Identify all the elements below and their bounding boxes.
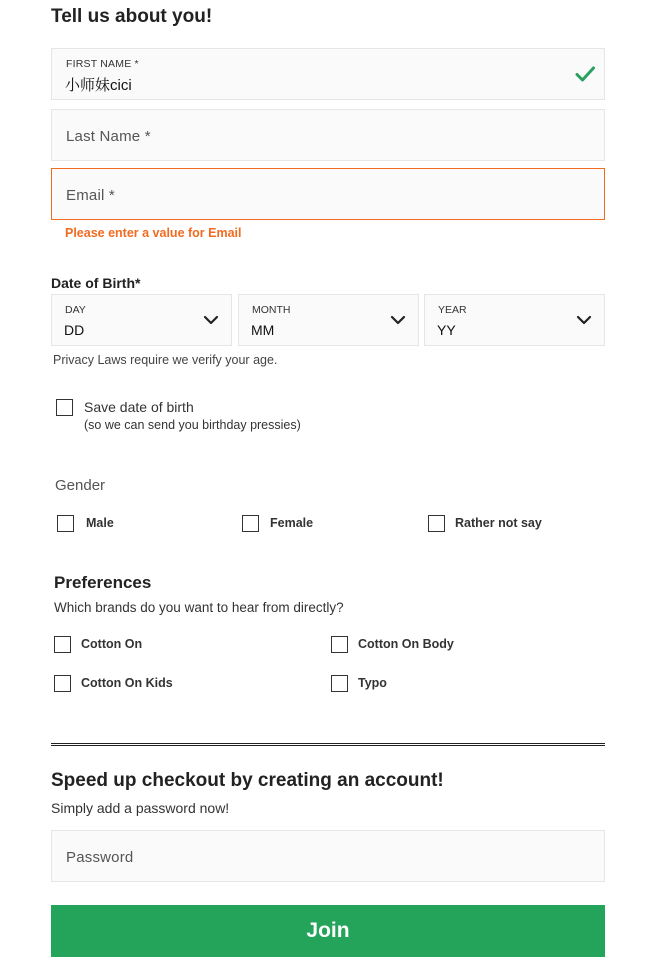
save-dob-label: Save date of birth <box>84 399 194 415</box>
checkmark-icon <box>574 63 596 85</box>
chevron-down-icon <box>203 314 219 326</box>
gender-male-checkbox[interactable] <box>57 515 74 532</box>
email-error-message: Please enter a value for Email <box>65 226 242 240</box>
dob-year-value: YY <box>437 322 456 338</box>
password-field[interactable] <box>51 830 605 882</box>
gender-male-label: Male <box>86 516 114 530</box>
brand-cotton-on-body-checkbox[interactable] <box>331 636 348 653</box>
section-divider <box>51 743 605 746</box>
chevron-down-icon <box>576 314 592 326</box>
first-name-value: 小师妹cici <box>65 77 132 94</box>
join-button[interactable]: Join <box>51 905 605 957</box>
brand-typo-label: Typo <box>358 676 387 690</box>
email-placeholder: Email * <box>66 187 115 204</box>
gender-rather-not-say-checkbox[interactable] <box>428 515 445 532</box>
brand-cotton-on-kids-label: Cotton On Kids <box>81 676 173 690</box>
privacy-note: Privacy Laws require we verify your age. <box>53 353 278 367</box>
dob-day-label: DAY <box>65 304 86 316</box>
last-name-field[interactable] <box>51 109 605 161</box>
gender-female-label: Female <box>270 516 314 530</box>
brand-typo-checkbox[interactable] <box>331 675 348 692</box>
gender-female-checkbox[interactable] <box>242 515 259 532</box>
brand-cotton-on-checkbox[interactable] <box>54 636 71 653</box>
dob-year-label: YEAR <box>438 304 467 316</box>
dob-year-select[interactable] <box>424 294 605 346</box>
dob-month-select[interactable] <box>238 294 419 346</box>
account-subtitle: Simply add a password now! <box>51 800 230 816</box>
first-name-field[interactable] <box>51 48 605 100</box>
dob-day-select[interactable] <box>51 294 232 346</box>
gender-rather-not-say-label: Rather not say <box>455 516 542 530</box>
brand-cotton-on-kids-checkbox[interactable] <box>54 675 71 692</box>
brand-cotton-on-label: Cotton On <box>81 637 143 651</box>
preferences-title: Preferences <box>54 573 152 592</box>
dob-month-label: MONTH <box>252 304 291 316</box>
password-placeholder: Password <box>66 849 134 866</box>
first-name-label: FIRST NAME * <box>66 58 139 70</box>
brand-cotton-on-body-label: Cotton On Body <box>358 637 454 651</box>
email-field[interactable] <box>51 168 605 220</box>
account-title: Speed up checkout by creating an account! <box>51 770 444 791</box>
gender-label: Gender <box>55 477 106 494</box>
form-title: Tell us about you! <box>51 6 213 27</box>
last-name-placeholder: Last Name * <box>66 128 151 145</box>
save-dob-subtext: (so we can send you birthday pressies) <box>84 418 301 432</box>
chevron-down-icon <box>390 314 406 326</box>
save-dob-checkbox[interactable] <box>56 399 73 416</box>
dob-day-value: DD <box>64 322 85 338</box>
dob-label: Date of Birth* <box>51 275 141 291</box>
preferences-subtitle: Which brands do you want to hear from directly? <box>54 600 344 615</box>
dob-month-value: MM <box>251 322 275 338</box>
